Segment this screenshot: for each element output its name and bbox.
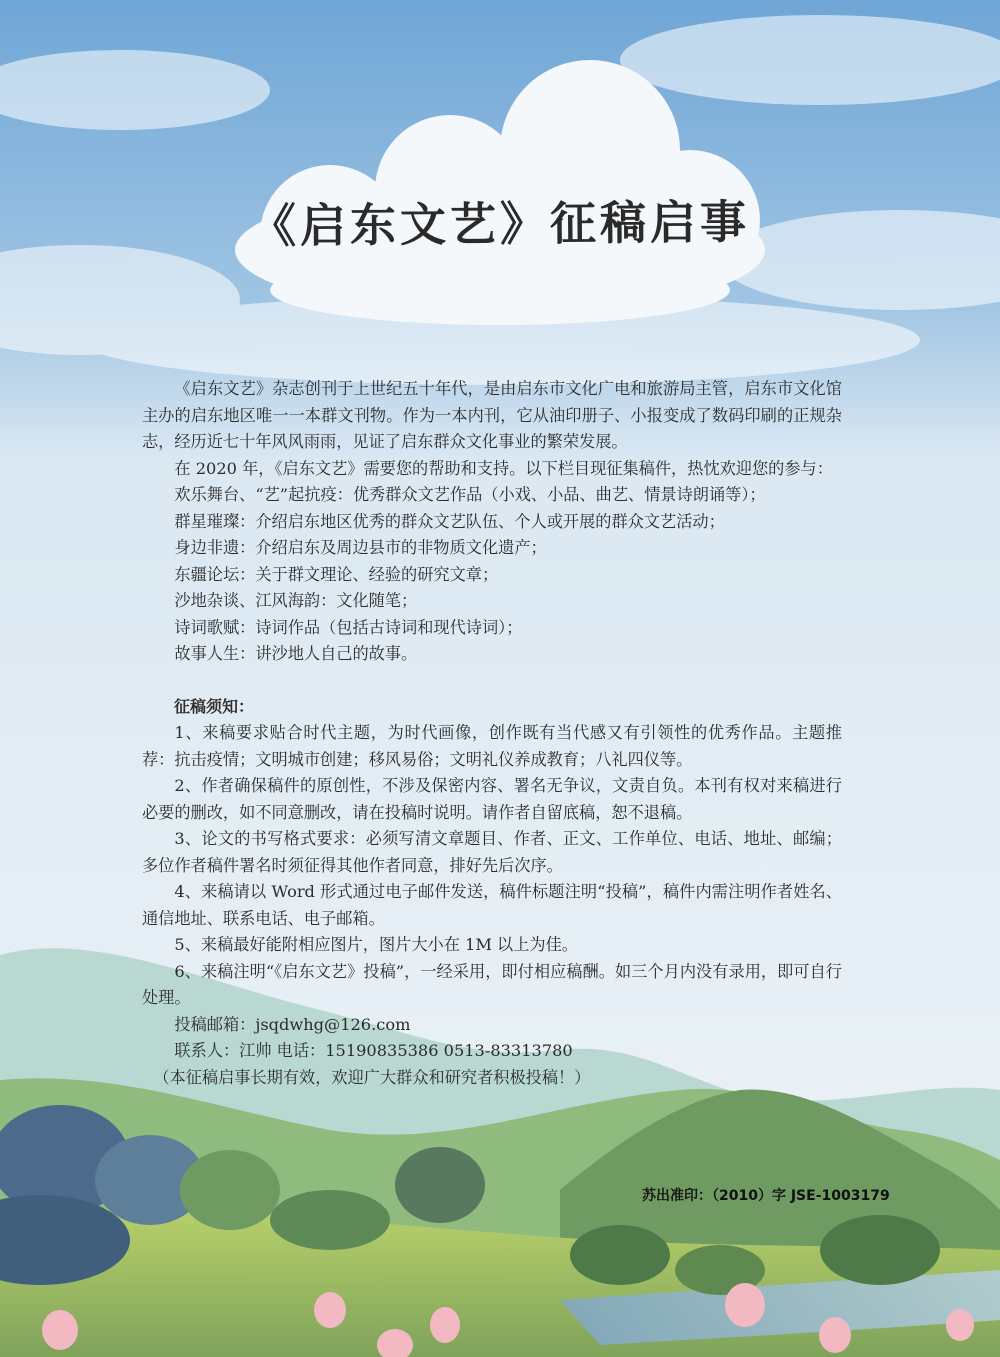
contact-phone: 联系人：江帅 电话：15190835386 0513-83313780	[174, 1041, 573, 1060]
notice-item: 2、作者确保稿件的原创性，不涉及保密内容、署名无争议，文责自负。本刊有权对来稿进行必要的删改，如不同意删改，请在投稿时说明。请作者自留底稿，恕不退稿。	[142, 776, 842, 822]
column-item: 群星璀璨：介绍启东地区优秀的群众文艺队伍、个人或开展的群众文艺活动；	[174, 511, 725, 531]
notice-item: 5、来稿最好能附相应图片，图片大小在 1M 以上为佳。	[174, 935, 578, 954]
column-item: 欢乐舞台、“艺”起抗疫：优秀群众文艺作品（小戏、小品、曲艺、情景诗朗诵等）；	[174, 485, 766, 504]
notice-item: 3、论文的书写格式要求：必须写清文章题目、作者、正文、工作单位、电话、地址、邮编；多位作者稿件署名时须征得其他作者同意，排好先后次序。	[142, 829, 842, 875]
column-item: 身边非遗：介绍启东及周边县市的非物质文化遗产；	[174, 538, 547, 557]
notice-item: 6、来稿注明“《启东文艺》投稿”，一经采用，即付相应稿酬。如三个月内没有录用，即可自行处理。	[142, 961, 842, 1007]
notice-item: 4、来稿请以 Word 形式通过电子邮件发送，稿件标题注明“投稿”，稿件内需注明作者姓名、通信地址、联系电话、电子邮箱。	[142, 882, 842, 928]
column-item: 东疆论坛：关于群文理论、经验的研究文章；	[174, 564, 499, 584]
column-item: 故事人生：讲沙地人自己的故事。	[174, 644, 418, 663]
section-spacer	[142, 668, 842, 694]
intro-paragraph: 《启东文艺》杂志创刊于上世纪五十年代，是由启东市文化广电和旅游局主管，启东市文化馆主办的启东地区唯一一本群文刊物。作为一本内刊，它从油印册子、小报变成了数码印刷的正规杂志，经历近七十年风风雨雨，见证了启东群众文化事业的繁荣发展。	[142, 379, 842, 451]
column-item: 沙地杂谈、江风海韵：文化随笔；	[174, 591, 418, 610]
column-item: 诗词歌赋：诗词作品（包括古诗词和现代诗词）；	[174, 617, 523, 637]
notice-item: 1、来稿要求贴合时代主题，为时代画像，创作既有当代感又有引领性的优秀作品。主题推荐：抗击疫情；文明城市创建；移风易俗；文明礼仪养成教育；八礼四仪等。	[142, 723, 842, 769]
closing-note: （本征稿启事长期有效，欢迎广大群众和研究者积极投稿！）	[153, 1067, 591, 1087]
notice-heading: 征稿须知：	[174, 696, 255, 716]
article-body	[142, 376, 842, 1091]
page-title: 《启东文艺》征稿启事	[249, 194, 751, 254]
print-permit: 苏出准印：（2010）字 JSE-1003179	[642, 1188, 890, 1204]
contact-email: 投稿邮箱：jsqdwhg@126.com	[174, 1014, 411, 1034]
intro-paragraph: 在 2020 年，《启东文艺》需要您的帮助和支持。以下栏目现征集稿件，热忱欢迎您的参与：	[174, 458, 833, 478]
